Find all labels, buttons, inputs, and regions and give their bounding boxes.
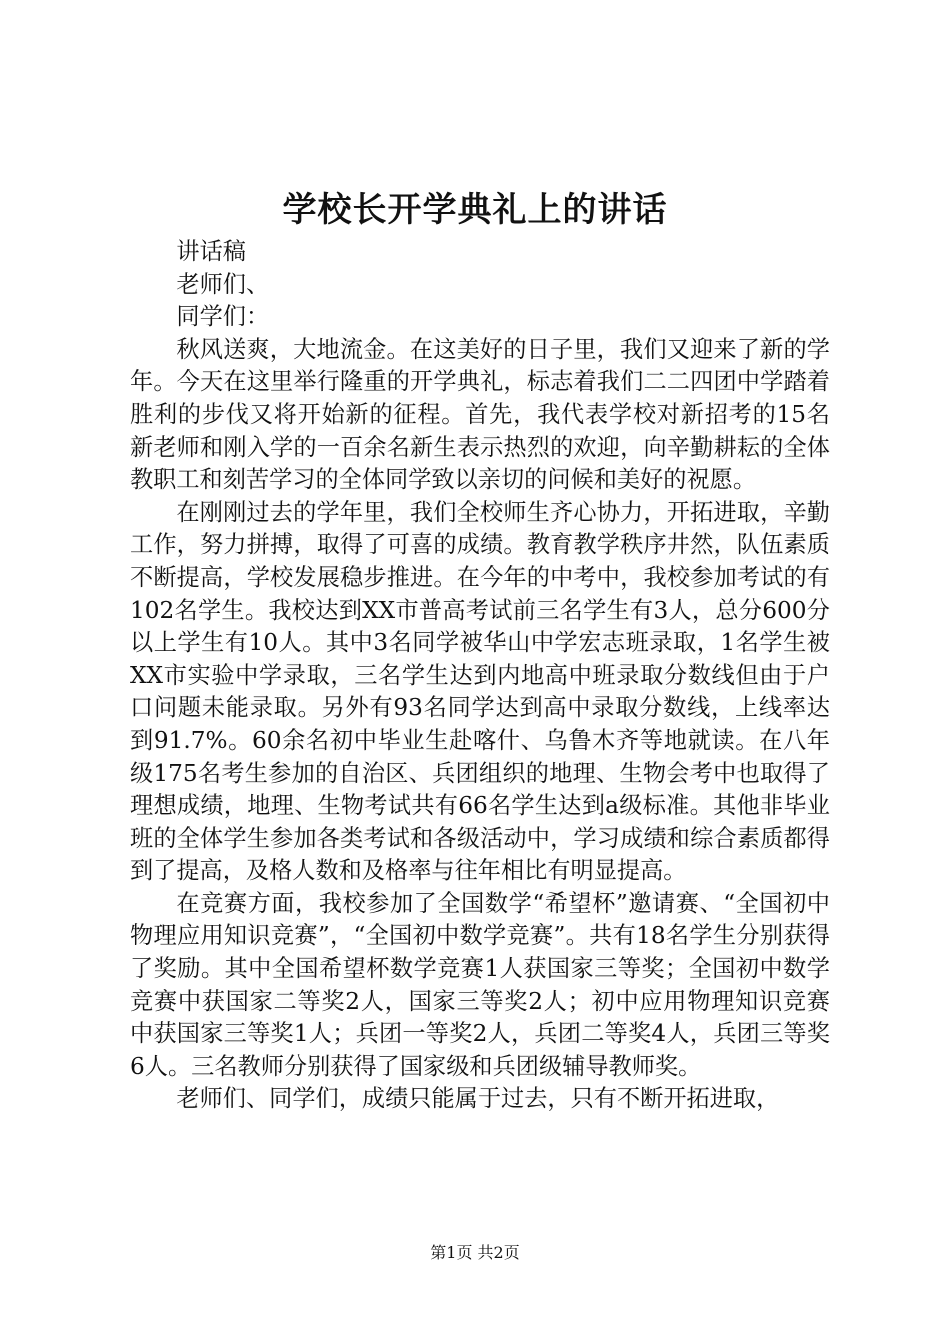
document-body (130, 236, 830, 1116)
paragraph-competitions: 在竞赛方面，我校参加了全国数学“希望杯”邀请赛、“全国初中物理应用知识竞赛”，“全国初中数学竞赛”。共有18名学生分别获得了奖励。其中全国希望杯数学竞赛1人获国家三等奖；全国初中数学竞赛中获国家二等奖2人，国家三等奖2人；初中应用物理知识竞赛中获国家三等奖1人；兵团一等奖2人，兵团二等奖4人，兵团三等奖6人。三名教师分别获得了国家级和兵团级辅导教师奖。 (130, 889, 830, 1080)
paragraph-speech-label: 讲话稿 (176, 238, 246, 265)
page-footer: 第1页 共2页 (430, 1243, 520, 1262)
paragraph-opening: 秋风送爽，大地流金。在这美好的日子里，我们又迎来了新的学年。今天在这里举行隆重的开学典礼，标志着我们二二四团中学踏着胜利的步伐又将开始新的征程。首先，我代表学校对新招考的15名新老师和刚入学的一百余名新生表示热烈的欢迎，向辛勤耕耘的全体教职工和刻苦学习的全体同学致以亲切的问候和美好的祝愿。 (130, 335, 830, 494)
document-title: 学校长开学典礼上的讲话 (282, 190, 668, 230)
paragraph-closing-start: 老师们、同学们，成绩只能属于过去，只有不断开拓进取， (176, 1085, 780, 1113)
paragraph-achievements: 在刚刚过去的学年里，我们全校师生齐心协力，开拓进取，辛勤工作，努力拼搏，取得了可喜的成绩。教育教学秩序井然，队伍素质不断提高，学校发展稳步推进。在今年的中考中，我校参加考试的有102名学生。我校达到XX市普高考试前三名学生有3人，总分600分以上学生有10人。其中3名同学被华山中学宏志班录取，1名学生被XX市实验中学录取，三名学生达到内地高中班录取分数线但由于户口问题未能录取。另外有93名同学达到高中录取分数线，上线率达到91.7%。60余名初中毕业生赴喀什、乌鲁木齐等地就读。在八年级175名考生参加的自治区、兵团组织的地理、生物会考中也取得了理想成绩，地理、生物考试共有66名学生达到a级标准。其他非毕业班的全体学生参加各类考试和各级活动中，学习成绩和综合素质都得到了提高，及格人数和及格率与往年相比有明显提高。 (130, 498, 830, 885)
paragraph-salutation-students: 同学们： (176, 303, 270, 331)
paragraph-salutation-teachers: 老师们、 (176, 270, 270, 298)
